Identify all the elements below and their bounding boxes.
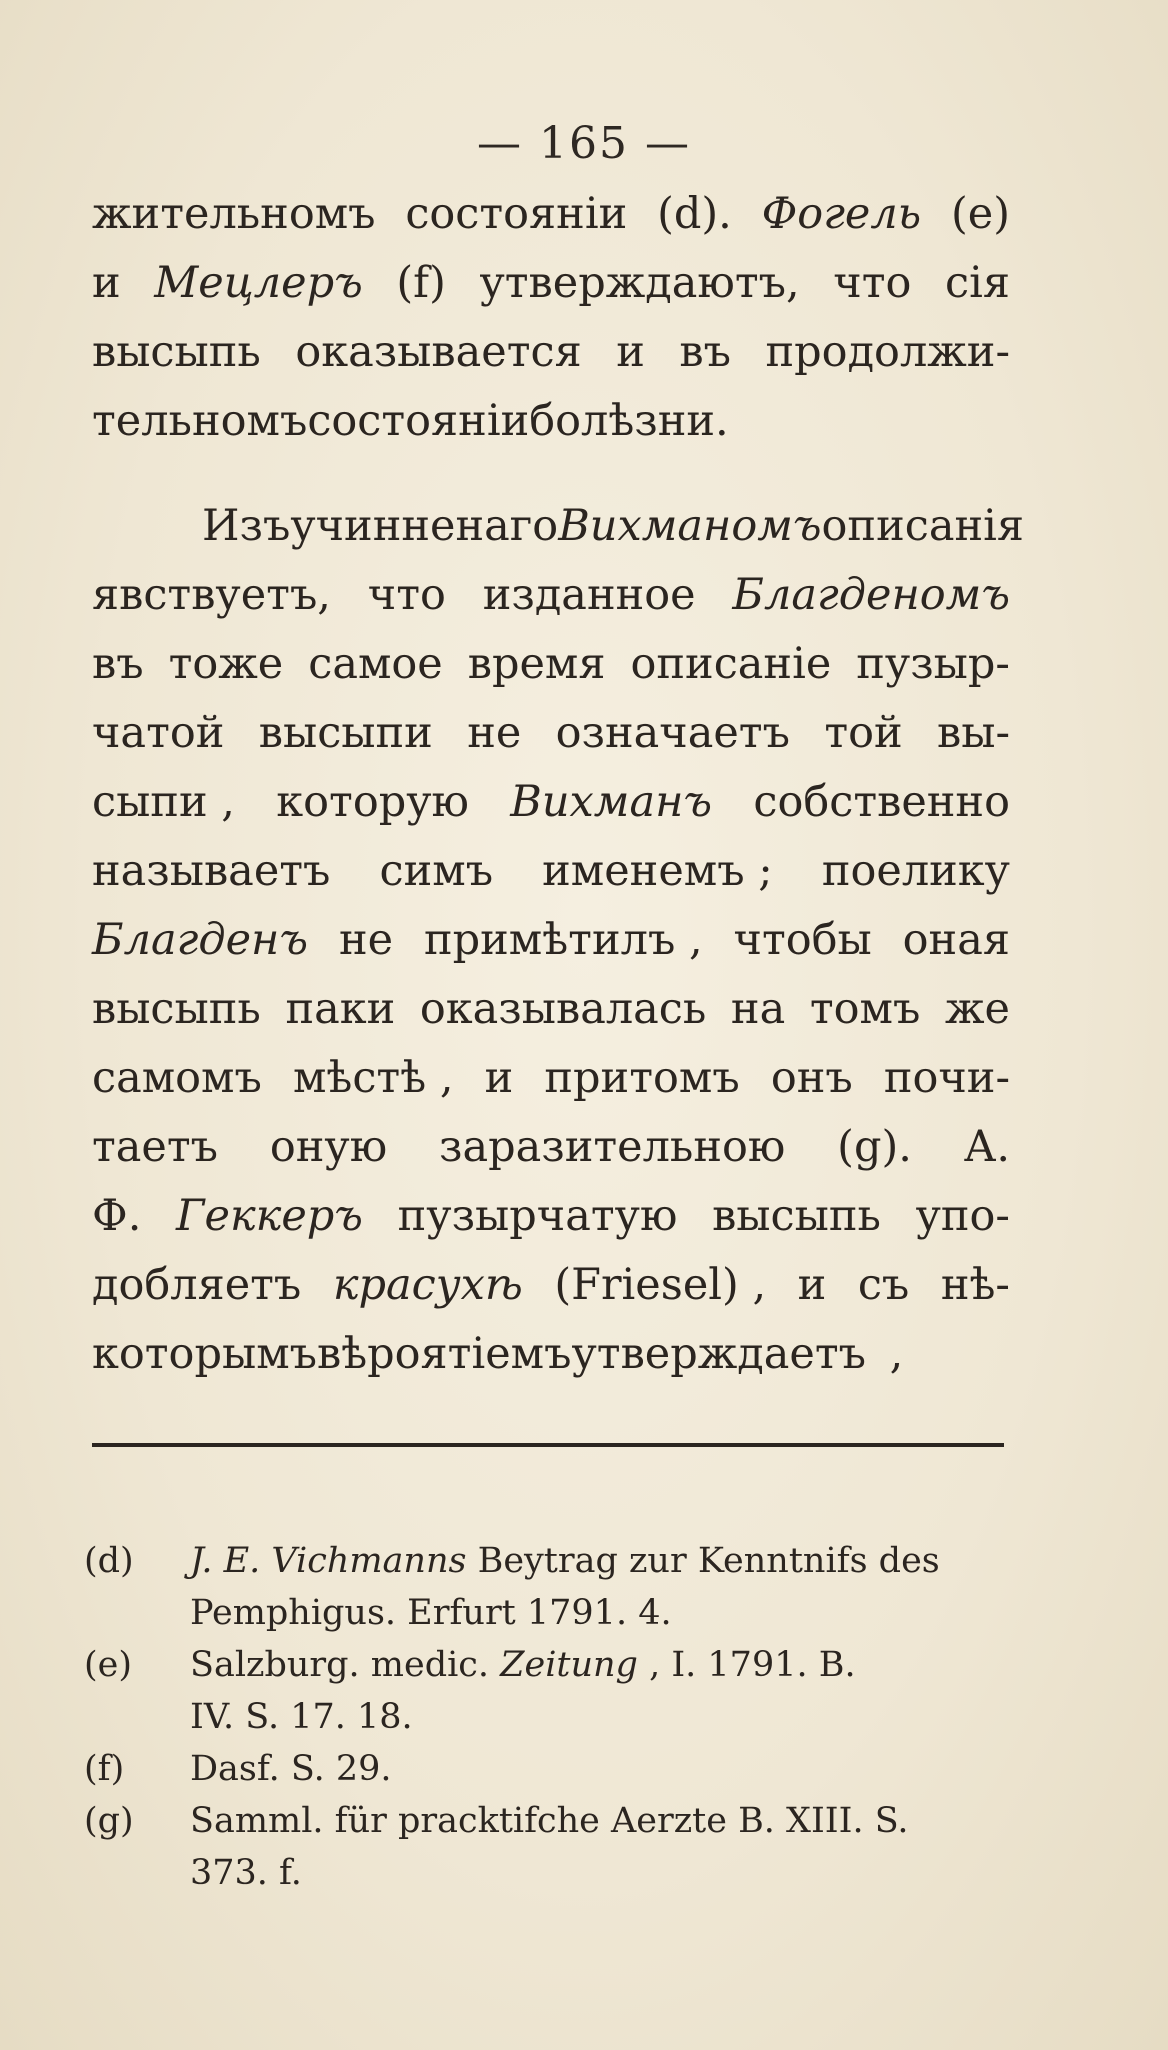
italic-name: красухѣ — [332, 1260, 523, 1310]
word: пузырчатую — [397, 1191, 678, 1241]
word: добляетъ — [92, 1260, 302, 1310]
word: нѣ- — [940, 1260, 1010, 1310]
word: (Friesel) , — [554, 1260, 767, 1310]
footnote-segment: Salzburg. medic. — [190, 1645, 501, 1685]
word: заразительною — [439, 1122, 786, 1172]
footnote-segment: Zeitung — [500, 1645, 638, 1685]
word: на — [730, 984, 786, 1034]
word: продолжи- — [765, 327, 1010, 377]
text-line — [92, 1044, 1010, 1113]
text-line — [92, 1320, 1010, 1389]
word: сыпи , — [92, 777, 235, 827]
footnote — [84, 1743, 1014, 1795]
word: той — [824, 708, 903, 758]
text-line — [92, 699, 1010, 768]
text-line — [92, 1113, 1010, 1182]
text-line — [92, 630, 1010, 699]
word: высыпь — [92, 327, 261, 377]
word: оная — [902, 915, 1010, 965]
footnotes — [84, 1535, 1014, 1899]
footnote-segment: Pemphigus. Erfurt 1791. 4. — [190, 1593, 672, 1633]
word: которымъ — [92, 1329, 317, 1379]
text-line — [92, 249, 1010, 318]
word: изданное — [482, 570, 696, 620]
footnote — [84, 1639, 1014, 1743]
word: явствуетъ, — [92, 570, 331, 620]
word: высыпь — [92, 984, 261, 1034]
footnote-line — [190, 1691, 1014, 1743]
word: поелику — [821, 846, 1010, 896]
footnote-segment: Beytrag zur Kenntnifs des — [466, 1541, 940, 1581]
word: которую — [276, 777, 469, 827]
footnote-line — [190, 1847, 1014, 1899]
footnote-mark: (e) — [84, 1645, 133, 1685]
word: и — [484, 1053, 514, 1103]
word: и — [92, 258, 121, 308]
word: съ — [857, 1260, 910, 1310]
footnote-mark: (d) — [84, 1541, 134, 1581]
word: примѣтилъ , — [423, 915, 703, 965]
footnote-line — [190, 1639, 1014, 1691]
text-line — [92, 837, 1010, 906]
italic-name: Вихманомъ — [558, 501, 822, 551]
word: высыпь — [712, 1191, 881, 1241]
word: притомъ — [544, 1053, 740, 1103]
italic-name: Фогель — [761, 189, 922, 239]
word: что — [367, 570, 446, 620]
word: же — [944, 984, 1010, 1034]
text-line — [92, 1251, 1010, 1320]
word: онъ — [770, 1053, 853, 1103]
word: упо- — [915, 1191, 1010, 1241]
footnote-segment: Dasf. S. 29. — [190, 1749, 392, 1789]
word: жительномъ — [92, 189, 376, 239]
footnote-line — [190, 1743, 1014, 1795]
footnote-mark: (f) — [84, 1749, 125, 1789]
footnote-line — [190, 1535, 1014, 1587]
word: не — [467, 708, 522, 758]
italic-name: Благденъ — [92, 915, 309, 965]
text-line — [92, 387, 1010, 456]
word: описанiе — [630, 639, 832, 689]
footnote-segment: 373. f. — [190, 1853, 302, 1893]
footnote-segment: Samml. für pracktifche Aerzte B. XIII. S. — [190, 1801, 909, 1841]
footnote-line — [190, 1587, 1014, 1639]
word: утверждаютъ, — [479, 258, 800, 308]
word: собственно — [753, 777, 1010, 827]
word: пузыр- — [856, 639, 1010, 689]
word: состоянiи — [307, 396, 530, 446]
word: состоянiи — [405, 189, 628, 239]
word: называетъ — [92, 846, 331, 896]
word: высыпи — [258, 708, 433, 758]
footnote-divider — [92, 1443, 1004, 1447]
italic-name: Геккеръ — [176, 1191, 363, 1241]
word: утверждаетъ , — [571, 1329, 904, 1379]
italic-name: Мецлеръ — [154, 258, 363, 308]
word: въ — [679, 327, 731, 377]
text-line — [92, 906, 1010, 975]
word: тоже — [168, 639, 284, 689]
text-line — [92, 1182, 1010, 1251]
page-number: — 165 — — [477, 118, 691, 169]
word: учинненаго — [290, 501, 559, 551]
word: томъ — [809, 984, 921, 1034]
word: что — [833, 258, 912, 308]
word: (e) — [950, 189, 1010, 239]
word: самое — [308, 639, 443, 689]
text-line — [92, 975, 1010, 1044]
word: почи- — [883, 1053, 1010, 1103]
paragraph-break — [92, 456, 1010, 492]
text-line — [92, 768, 1010, 837]
word: мѣстѣ , — [292, 1053, 454, 1103]
word: симъ — [379, 846, 494, 896]
word: болѣзни. — [529, 396, 729, 446]
footnote — [84, 1795, 1014, 1899]
word: А. — [963, 1122, 1010, 1172]
text-line — [92, 318, 1010, 387]
word: время — [467, 639, 606, 689]
word: чтобы — [733, 915, 872, 965]
footnote-line — [190, 1795, 1014, 1847]
footnote-segment: J. E. Vichmanns — [190, 1541, 467, 1581]
footnote-segment: , I. 1791. B. — [637, 1645, 856, 1685]
word: оказывается — [295, 327, 582, 377]
word: Ф. — [92, 1191, 142, 1241]
word: самомъ — [92, 1053, 262, 1103]
word: вы- — [937, 708, 1010, 758]
word: именемъ ; — [542, 846, 773, 896]
footnote — [84, 1535, 1014, 1639]
body-text — [92, 180, 1025, 1389]
word: сiя — [945, 258, 1010, 308]
word: въ — [92, 639, 144, 689]
word: оказывалась — [419, 984, 707, 1034]
footnote-mark: (g) — [84, 1801, 134, 1841]
word: тельномъ — [92, 396, 308, 446]
footnote-segment: IV. S. 17. 18. — [190, 1697, 413, 1737]
word: таетъ — [92, 1122, 219, 1172]
word: оную — [269, 1122, 388, 1172]
word: не — [338, 915, 394, 965]
word: паки — [285, 984, 396, 1034]
word: чатой — [92, 708, 225, 758]
word: (f) — [396, 258, 446, 308]
italic-name: Благденомъ — [732, 570, 1010, 620]
text-line — [92, 180, 1010, 249]
word: означаетъ — [555, 708, 790, 758]
text-line — [92, 561, 1010, 630]
italic-name: Вихманъ — [510, 777, 713, 827]
word: и — [616, 327, 645, 377]
word: (g). — [837, 1122, 912, 1172]
word: Изъ — [202, 501, 291, 551]
word: описанiя — [821, 501, 1025, 551]
word: и — [797, 1260, 827, 1310]
text-line — [92, 492, 1025, 561]
word: (d). — [657, 189, 732, 239]
word: вѣроятiемъ — [317, 1329, 572, 1379]
